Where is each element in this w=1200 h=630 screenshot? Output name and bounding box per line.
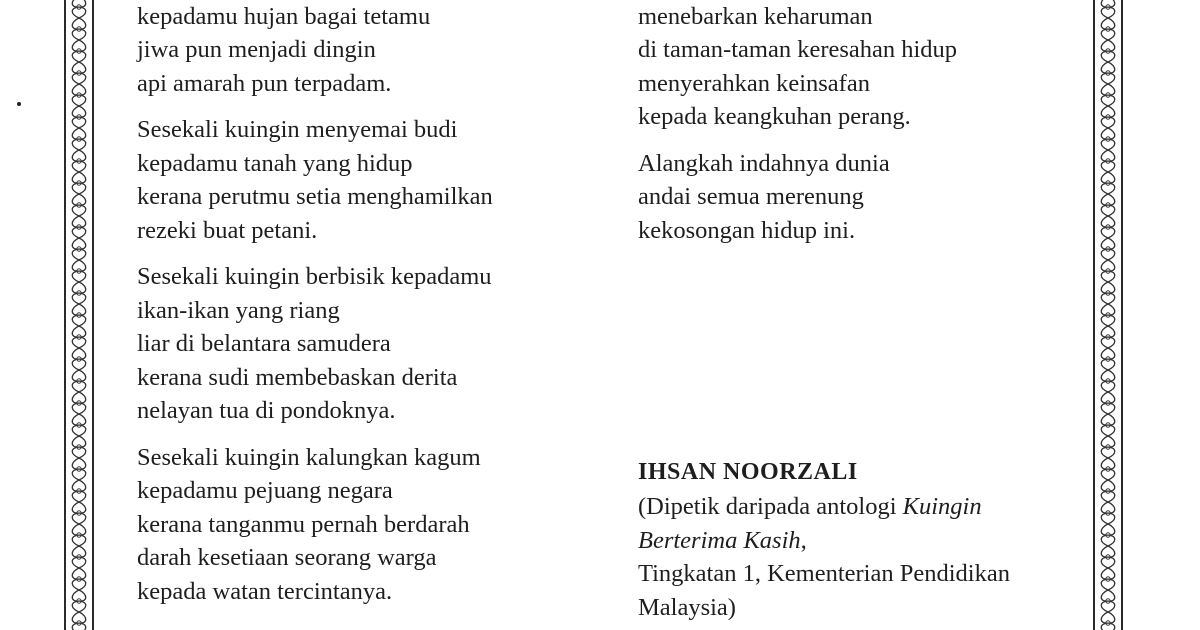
- poem-line: darah kesetiaan seorang warga: [137, 544, 437, 571]
- poem-line: andai semua merenung: [638, 183, 864, 210]
- source-line-4: Malaysia): [638, 593, 736, 621]
- poem-line: menyerahkan keinsafan: [638, 69, 870, 97]
- poem-line: ikan-ikan yang riang: [137, 296, 340, 324]
- stanza: [137, 441, 493, 609]
- scan-speck: [17, 102, 21, 106]
- source-title-part-2: Berterima Kasih: [638, 526, 801, 554]
- poem-line: kerana sudi membebaskan derita: [137, 363, 458, 391]
- poem-line: di taman-taman keresahan hidup: [638, 36, 958, 63]
- poem-line: menebarkan keharuman: [638, 2, 873, 30]
- poem-left-column: [137, 0, 493, 621]
- poem-line: rezeki buat petani.: [137, 216, 318, 244]
- source-title-part-1: Kuingin: [902, 493, 982, 520]
- source-citation: [638, 490, 1010, 624]
- poem-line: Alangkah indahnya dunia: [638, 149, 890, 177]
- poem-line: kerana tanganmu pernah berdarah: [137, 510, 470, 538]
- poem-line: liar di belantara samudera: [137, 330, 391, 357]
- stanza: [638, 0, 1000, 134]
- poem-line: kerana perutmu setia menghamilkan: [137, 183, 493, 210]
- ornament-pattern: [1095, 0, 1121, 630]
- author-name: IHSAN NOORZALI: [638, 459, 858, 485]
- stanza: [137, 0, 493, 100]
- stanza: [137, 113, 493, 247]
- poem-line: kepada keangkuhan perang.: [638, 103, 911, 130]
- poem-line: jiwa pun menjadi dingin: [137, 36, 376, 63]
- poem-line: nelayan tua di pondoknya.: [137, 397, 396, 424]
- poem-line: kekosongan hidup ini.: [638, 216, 856, 244]
- stanza: [638, 147, 1000, 248]
- stanza: [137, 260, 493, 428]
- poem-line: Sesekali kuingin kalungkan kagum: [137, 443, 481, 471]
- poem-line: kepadamu hujan bagai tetamu: [137, 2, 431, 30]
- left-ornamental-border: [64, 0, 94, 630]
- ornament-pattern: [66, 0, 92, 630]
- poem-line: kepada watan tercintanya.: [137, 577, 393, 605]
- source-title-suffix: ,: [800, 526, 807, 554]
- poem-line: kepadamu pejuang negara: [137, 477, 393, 504]
- right-ornamental-border: [1093, 0, 1123, 630]
- source-line-3: Tingkatan 1, Kementerian Pendidikan: [638, 560, 1010, 587]
- source-prefix: (Dipetik daripada antologi: [638, 493, 903, 520]
- poem-right-column: [638, 0, 1000, 260]
- poem-line: Sesekali kuingin menyemai budi: [137, 116, 458, 143]
- poem-line: api amarah pun terpadam.: [137, 69, 392, 97]
- poem-line: kepadamu tanah yang hidup: [137, 149, 413, 177]
- poem-line: Sesekali kuingin berbisik kepadamu: [137, 263, 492, 290]
